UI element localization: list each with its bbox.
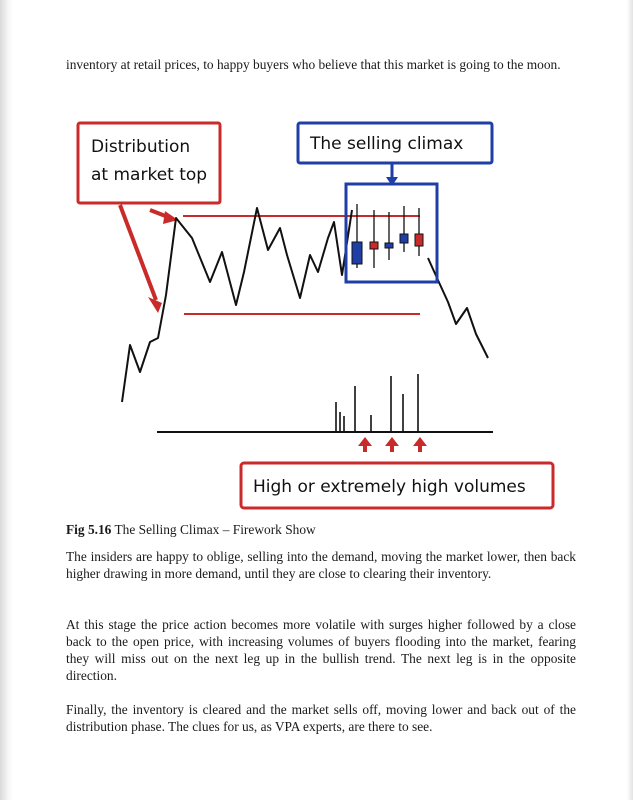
candle-3-body — [385, 243, 393, 248]
figure-caption-label: Fig 5.16 — [66, 522, 112, 537]
volume-arrows — [358, 437, 427, 452]
climax-box — [346, 184, 437, 282]
distribution-label-box — [78, 123, 220, 203]
figure-caption-text: The Selling Climax – Firework Show — [111, 522, 316, 537]
intro-paragraph: inventory at retail prices, to happy buyers who believe that this market is going to the moon. — [66, 57, 561, 72]
climax-candles — [352, 204, 423, 268]
candle-2-body — [370, 242, 378, 249]
climax-label: The selling climax — [310, 134, 464, 154]
volumes-label: High or extremely high volumes — [253, 477, 526, 497]
candle-1-body — [352, 242, 362, 264]
distribution-arrow-long — [120, 205, 156, 300]
candle-5-body — [415, 234, 423, 246]
distribution-label-line2: at market top — [91, 165, 208, 185]
figure-caption — [66, 522, 576, 538]
distribution-label-line1: Distribution — [91, 137, 191, 157]
body-paragraph-3: Finally, the inventory is cleared and the market sells off, moving lower and back out of the distribution phase. The clues for us, as VPA experts, are there to see. — [66, 702, 576, 734]
volume-arrow-3 — [413, 437, 427, 452]
body-paragraph-2: At this stage the price action becomes more volatile with surges higher followed by a close back to the open price, with increasing volumes of buyers flooding into the market, fearing they will miss out on the next leg up in the bullish trend. The next leg is in the opposite direction. — [66, 617, 576, 683]
volume-arrow-1 — [358, 437, 372, 452]
volume-bars — [336, 374, 418, 432]
candle-4-body — [400, 234, 408, 243]
volume-arrow-2 — [385, 437, 399, 452]
body-paragraph-1: The insiders are happy to oblige, selling into the demand, moving the market lower, then back higher drawing in more demand, until they are close to clearing their inventory. — [66, 549, 576, 581]
